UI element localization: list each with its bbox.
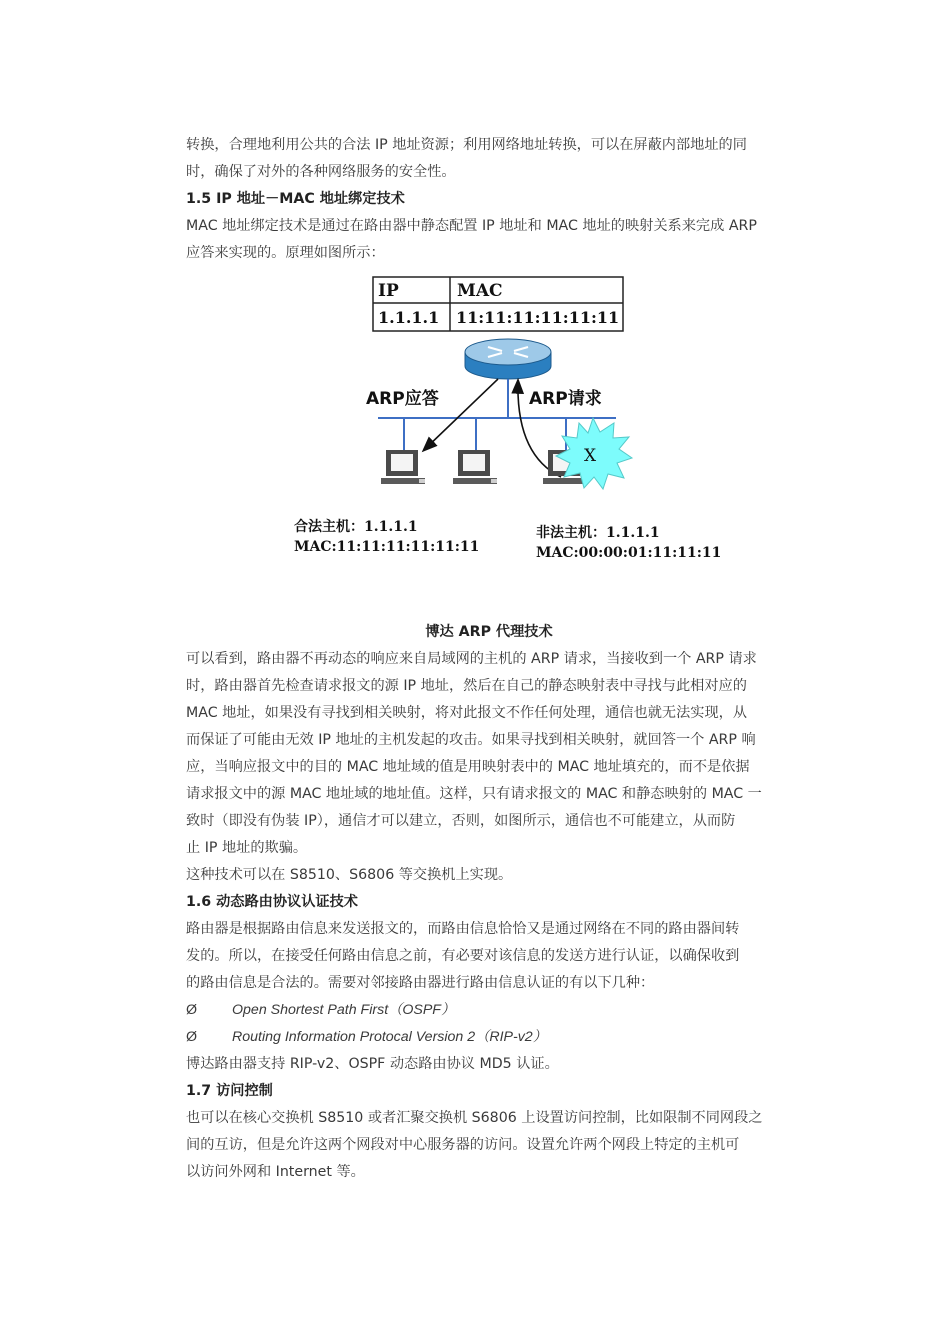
paragraph-line: MAC 地址，如果没有寻找到相关映射，将对此报文不作任何处理，通信也就无法实现，从 [186, 705, 748, 721]
illegal-host-label: 非法主机：1.1.1.1 [536, 525, 660, 541]
paragraph-line: 路由器是根据路由信息来发送报文的，而路由信息恰恰又是通过网络在不同的路由器间转 [186, 921, 740, 937]
bullet-item-rip [186, 1024, 792, 1051]
intro-line: 时，确保了对外的各种网络服务的安全性。 [186, 164, 456, 180]
legal-host-label: 合法主机：1.1.1.1 [294, 519, 418, 535]
diagram-svg [294, 275, 722, 575]
paragraph-line: 请求报文中的源 MAC 地址域的地址值。这样，只有请求报文的 MAC 和静态映射的 MAC 一 [186, 786, 762, 802]
paragraph-line: 止 IP 地址的欺骗。 [186, 840, 308, 856]
paragraph-line: 博达路由器支持 RIP-v2、OSPF 动态路由协议 MD5 认证。 [186, 1056, 559, 1072]
host-computer-icon [453, 450, 497, 484]
mapping-table [373, 277, 623, 331]
paragraph-line: 以访问外网和 Internet 等。 [186, 1164, 365, 1180]
section-heading-1-5: 1.5 IP 地址－MAC 地址绑定技术 [186, 191, 405, 207]
table-cell-ip: 1.1.1.1 [378, 308, 440, 327]
paragraph-line: 也可以在核心交换机 S8510 或者汇聚交换机 S6806 上设置访问控制，比如限制不同网段之 [186, 1110, 763, 1126]
bullet-text: Routing Information Protocal Version 2（RIP-v2） [232, 1029, 547, 1045]
document-body [186, 132, 792, 1186]
paragraph-line: 应答来实现的。原理如图所示： [186, 245, 385, 261]
figure-caption: 博达 ARP 代理技术 [425, 624, 553, 640]
paragraph-line: 的路由信息是合法的。需要对邻接路由器进行路由信息认证的有以下几种： [186, 975, 655, 991]
bullet-mark: Ø [186, 1002, 198, 1018]
table-cell-mac: 11:11:11:11:11:11 [456, 308, 620, 327]
attacker-mark: X [584, 446, 597, 466]
legal-host-mac-label: MAC:11:11:11:11:11:11 [294, 539, 480, 555]
paragraph-line: 而保证了可能由无效 IP 地址的主机发起的攻击。如果寻找到相关映射，就回答一个 ARP 响 [186, 732, 756, 748]
arp-request-label: ARP请求 [529, 389, 602, 409]
illegal-host-mac-label: MAC:00:00:01:11:11:11 [536, 545, 722, 561]
table-header-ip: IP [378, 281, 399, 301]
arp-reply-label: ARP应答 [366, 389, 439, 409]
arp-binding-diagram [186, 267, 792, 619]
table-header-mac: MAC [457, 281, 503, 301]
paragraph-line: 发的。所以，在接受任何路由信息之前，有必要对该信息的发送方进行认证，以确保收到 [186, 948, 740, 964]
bullet-text: Open Shortest Path First（OSPF） [232, 1002, 456, 1018]
bullet-item-ospf [186, 997, 792, 1024]
paragraph-line: 可以看到，路由器不再动态的响应来自局域网的主机的 ARP 请求，当接收到一个 ARP 请求 [186, 651, 757, 667]
paragraph-line: 间的互访，但是允许这两个网段对中心服务器的访问。设置允许两个网段上特定的主机可 [186, 1137, 740, 1153]
paragraph-line: 应，当响应报文中的目的 MAC 地址域的值是用映射表中的 MAC 地址填充的，而不是依据 [186, 759, 750, 775]
section-heading-1-6: 1.6 动态路由协议认证技术 [186, 894, 358, 910]
bullet-mark: Ø [186, 1029, 198, 1045]
router-icon [465, 339, 551, 379]
legal-host-computer-icon [381, 450, 425, 484]
paragraph-line: MAC 地址绑定技术是通过在路由器中静态配置 IP 地址和 MAC 地址的映射关系来完成 ARP [186, 218, 757, 234]
section-heading-1-7: 1.7 访问控制 [186, 1083, 273, 1099]
paragraph-line: 致时（即没有伪装 IP），通信才可以建立，否则，如图所示，通信也不可能建立，从而防 [186, 813, 736, 829]
intro-line: 转换，合理地利用公共的合法 IP 地址资源；利用网络地址转换，可以在屏蔽内部地址的同 [186, 137, 747, 153]
paragraph-line: 这种技术可以在 S8510、S6806 等交换机上实现。 [186, 867, 513, 883]
paragraph-line: 时，路由器首先检查请求报文的源 IP 地址，然后在自己的静态映射表中寻找与此相对应的 [186, 678, 747, 694]
